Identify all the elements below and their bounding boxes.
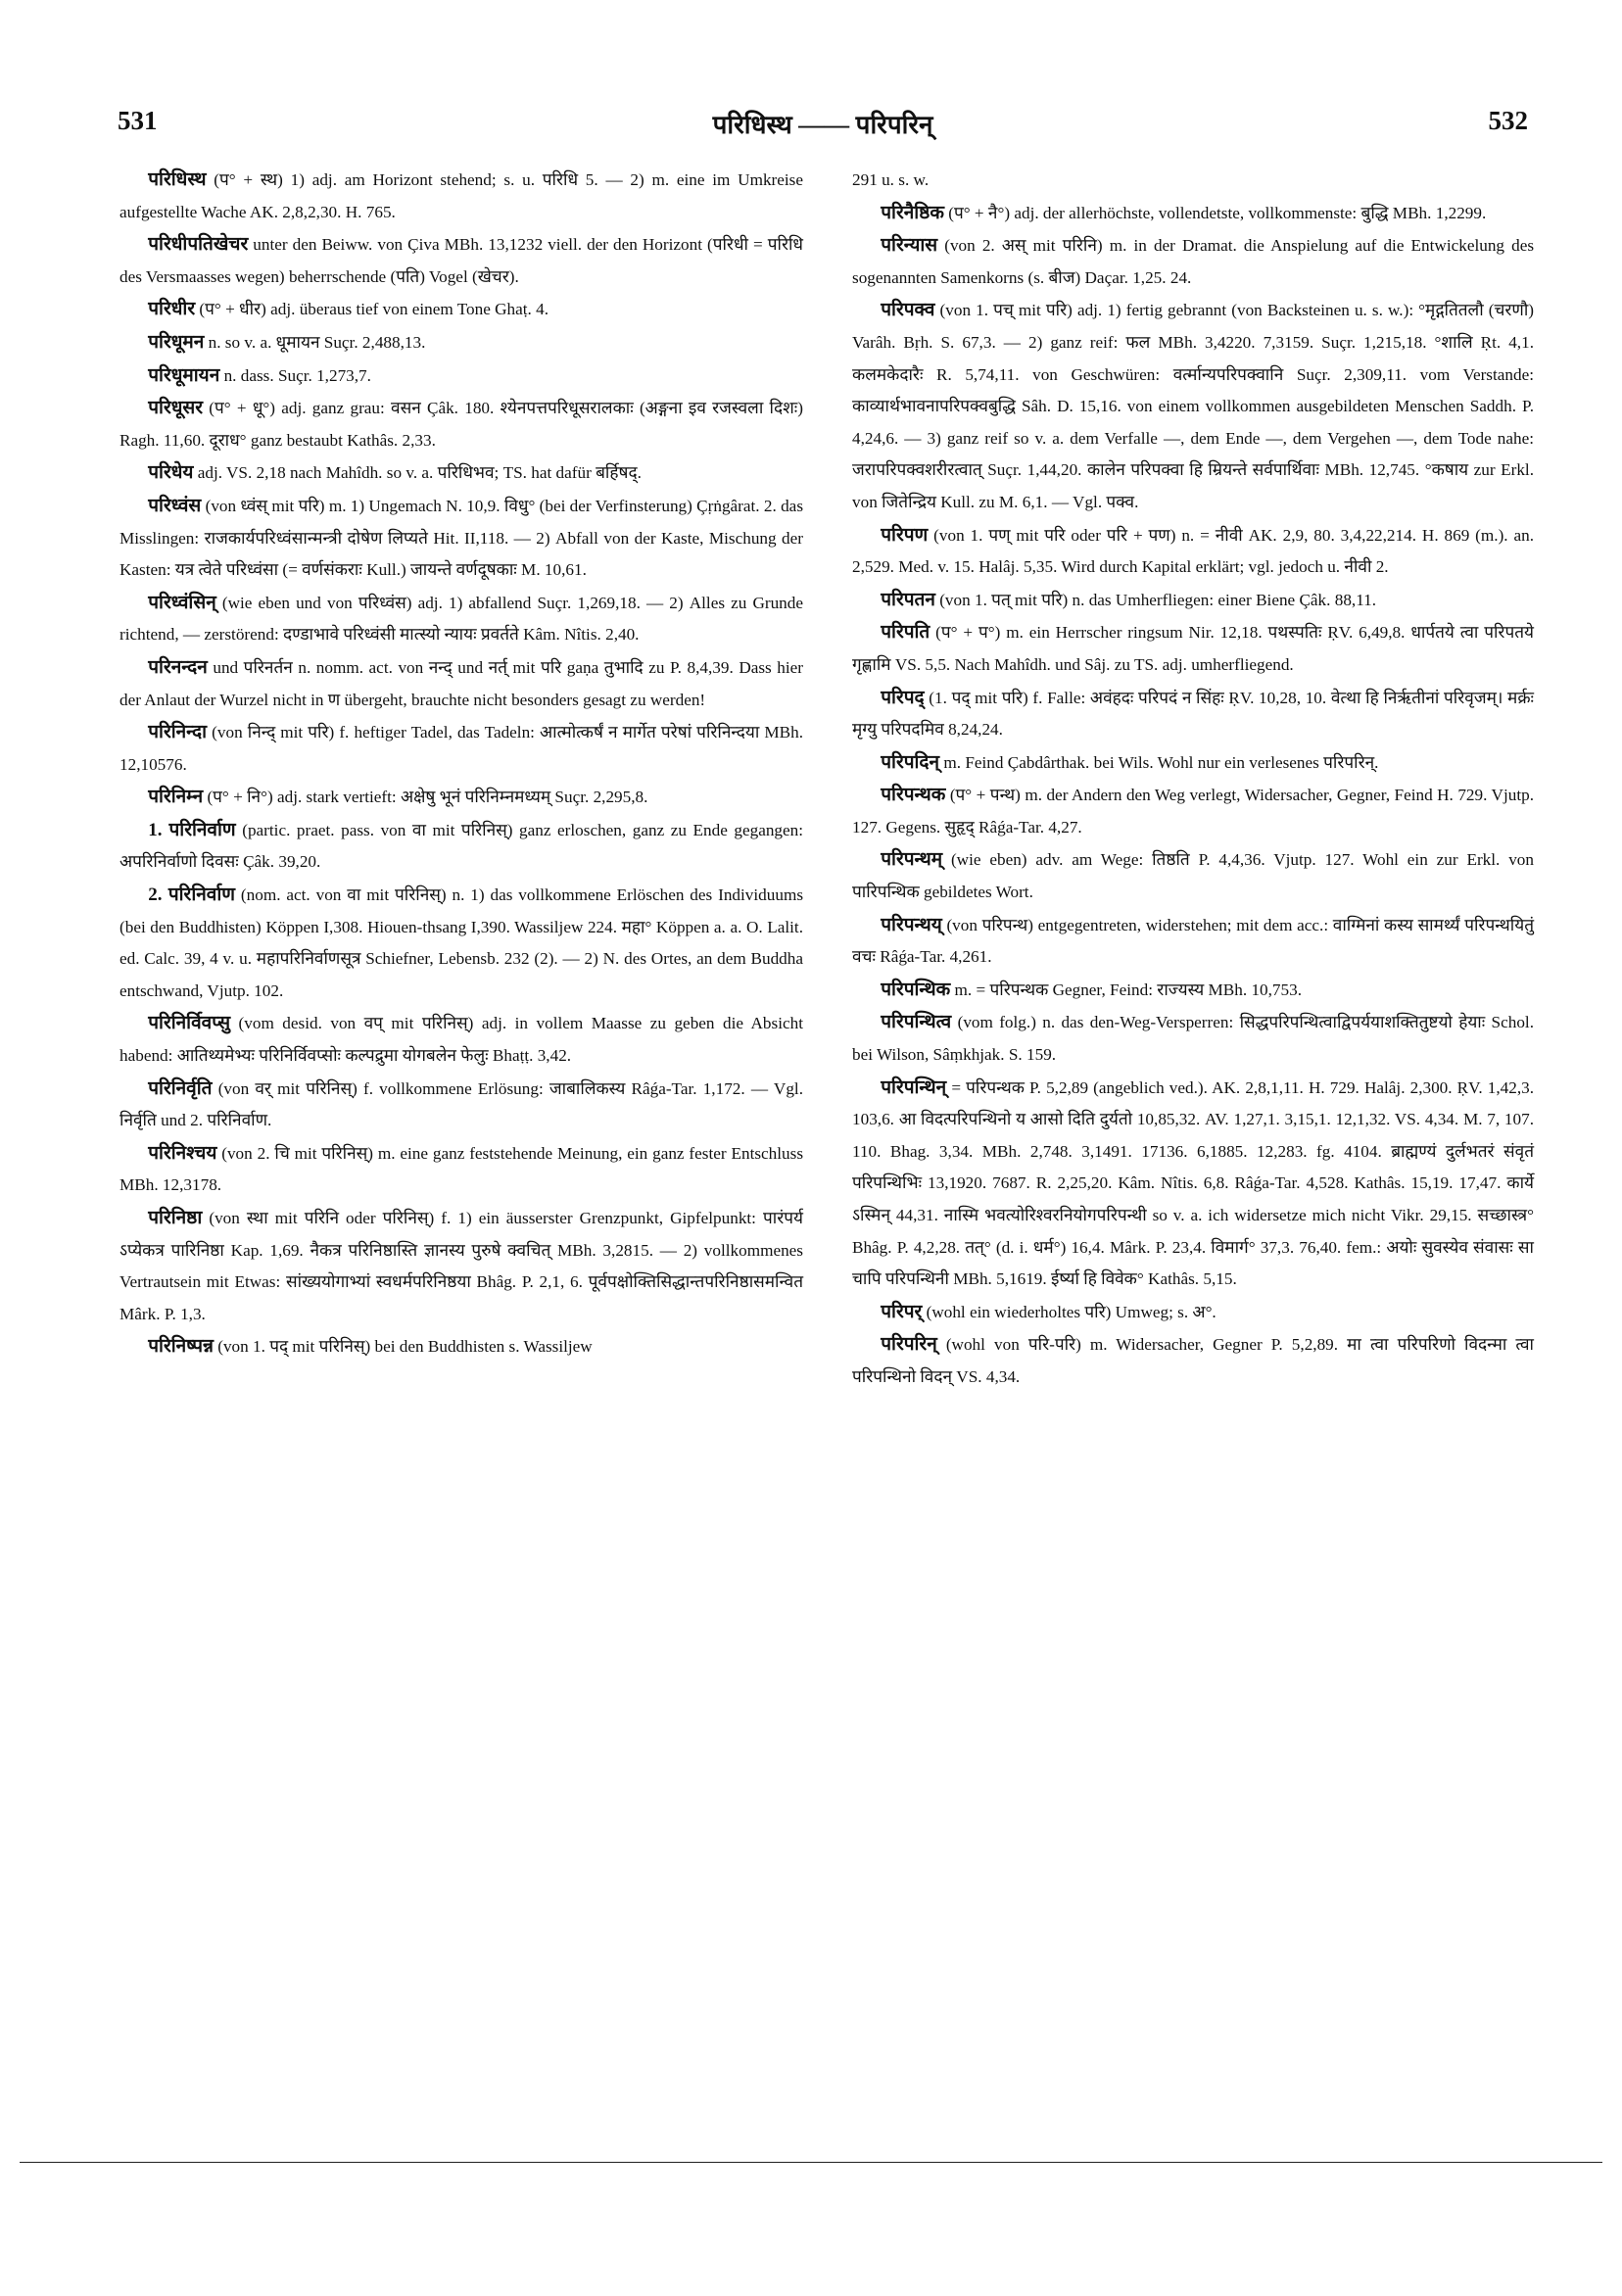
entry-headword: परिपक्व — [881, 300, 935, 321]
entry-text: adj. VS. 2,18 nach Mahîdh. so v. a. परिधिभव; TS. hat dafür बर्हिषद्. — [197, 463, 642, 483]
entry-headword: परिधूसर — [148, 398, 204, 419]
dictionary-entry — [119, 457, 803, 490]
entry-text: (प° + धीर) adj. überaus tief von einem Tone Ghaṭ. 4. — [199, 300, 549, 319]
dictionary-entry — [852, 520, 1534, 584]
dictionary-entry — [119, 815, 803, 879]
entry-headword: परिपतन — [881, 589, 935, 610]
running-title: परिधिस्थ —— परिपरिन् — [712, 111, 933, 139]
dictionary-entry — [852, 295, 1534, 518]
entry-headword: 2. परिनिर्वाण — [148, 885, 236, 906]
entry-text: (wohl ein wiederholtes परि) Umweg; s. अ°. — [926, 1302, 1216, 1321]
entry-headword: परिनन्दन — [148, 656, 208, 678]
dictionary-entry — [852, 230, 1534, 294]
entry-text: (von वर् mit परिनिस्) f. vollkommene Erlösung: जाबालिकस्य Râǵa-Tar. 1,172. — Vgl. निर्वृति und 2. परिनिर्वाण. — [119, 1078, 803, 1130]
dictionary-entry — [119, 327, 803, 359]
entry-headword: परिन्यास — [881, 235, 938, 257]
dictionary-entry — [119, 1331, 803, 1363]
dictionary-entry — [119, 1138, 803, 1202]
dictionary-entry — [852, 683, 1534, 746]
entry-headword: परिनैष्ठिक — [881, 202, 944, 223]
entry-text: (partic. praet. pass. von वा mit परिनिस्) ganz erloschen, ganz zu Ende gegangen: अपरिनिर्वाणो दिवसः Çâk. 39,20. — [119, 820, 804, 872]
entry-text: (wie eben und von परिध्वंस) adj. 1) abfallend Suçr. 1,269,18. — 2) Alles zu Grunde richtend, — zerstörend: दण्डाभावे परिध्वंसी मात्स्यो न्यायः प्रवर्तते Kâm. Nîtis. 2,40. — [119, 593, 803, 645]
entry-text: (von 1. पच् mit परि) adj. 1) fertig gebrannt (von Backsteinen u. s. w.): °मृद्गतितलौ (चरणौ) Varâh. Bṛh. S. 67,3. — 2) ganz reif: फल MBh. 3,4220. 7,3159. Suçr. 1,215,18. °शालि Ṛt. 4,1. कलमकेदारैः R. 5,74,11. von Geschwüren: वर्त्मान्यपरिपक्वानि Suçr. 2,309,11. vom Verstande: काव्यार्थभावनापरिपक्वबुद्धि Sâh. D. 15,16. von einem vollkommen ausgebildeten Menschen Saddh. P. 4,24,6. — 3) ganz reif so v. a. dem Verfalle —, dem Ende —, dem Vergehen —, dem Tode nahe: जरापरिपक्वशरीरत्वात् Suçr. 1,44,20. कालेन परिपक्वा हि म्रियन्ते सर्वपार्थिवाः MBh. 12,745. °कषाय zur Erkl. von जितेन्द्रिय Kull. zu M. 6,1. — Vgl. पक्व. — [852, 301, 1535, 511]
entry-headword: परिपरिन् — [881, 1334, 937, 1356]
entry-text: (1. पद् mit परि) f. Falle: अवंहदः परिपदं न सिंहः ṚV. 10,28, 10. वेत्था हि निर्ऋतीनां परिवृजम्। मर्क्रः मृग्यु परिपदमिव 8,24,24. — [852, 688, 1534, 740]
entry-text: (प° + प°) m. ein Herrscher ringsum Nir. 12,18. पथस्पतिः ṚV. 6,49,8. धार्पतये त्वा परिपतये गृह्णामि VS. 5,5. Nach Mahîdh. und Sâj. zu TS. adj. umherfliegend. — [852, 623, 1534, 674]
dictionary-entry — [852, 1297, 1534, 1329]
entry-headword: परिपन्थम् — [881, 849, 943, 871]
dictionary-entry — [852, 747, 1534, 780]
entry-text: m. Feind Çabdârthak. bei Wils. Wohl nur ein verlesenes परिपरिन्. — [943, 752, 1379, 772]
entry-headword: परिनिन्दा — [148, 722, 208, 743]
dictionary-entry — [119, 1074, 803, 1137]
entry-text: = परिपन्थक P. 5,2,89 (angeblich ved.). AK. 2,8,1,11. H. 729. Halâj. 2,300. ṚV. 1,42,3. 103,6. आ विदत्परिपन्थिनो य आसो दिति दुर्यतो 10,85,32. AV. 1,27,1. 3,15,1. 12,1,32. VS. 4,34. M. 7, 107. 110. Bhag. 3,34. MBh. 2,748. 3,1491. 17136. 6,1885. 12,283. fg. 4104. ब्राह्मण्यं दुर्लभतरं संवृतं परिपन्थिभिः 13,1920. 7687. R. 2,25,20. Kâm. Nîtis. 6,8. Râǵa-Tar. 4,528. Kathâs. 15,19. 17,47. कार्ये ऽस्मिन् 44,31. नास्मि भवत्योरिश्वरनियोगपरिपन्थी so v. a. ich widersetze mich nicht Vikr. 29,15. सच्छास्त्र° Bhâg. P. 4,2,28. तत्° (d. i. धर्म°) 16,4. Mârk. P. 23,4. विमार्ग° 37,3. 76,40. fem.: अयोः सुवस्येव संवासः सा चापि परिपन्थिनी MBh. 5,1619. ईर्ष्या हि विवेक° Kathâs. 5,15. — [852, 1077, 1535, 1289]
entry-headword: परिपन्थिक — [881, 979, 951, 1000]
dictionary-entry — [852, 1007, 1534, 1071]
entry-text: (wohl von परि-परि) m. Widersacher, Gegner P. 5,2,89. मा त्वा परिपरिणो विदन्मा त्वा परिपन्थिनो विदन् VS. 4,34. — [852, 1335, 1534, 1386]
right-column — [852, 165, 1534, 1395]
entry-headword: परिनिर्वृति — [148, 1077, 213, 1099]
entry-text: (प° + नि°) adj. stark vertieft: अक्षेषु भूनं परिनिम्नमध्यम् Suçr. 2,295,8. — [207, 788, 648, 807]
dictionary-entry — [119, 393, 803, 456]
entry-text: 291 u. s. w. — [852, 170, 930, 189]
entry-headword: परिपर् — [881, 1301, 923, 1322]
entry-headword: परिनिश्चय — [148, 1142, 217, 1164]
entry-headword: परिनिर्विवप्सु — [148, 1013, 231, 1034]
dictionary-entry — [852, 1073, 1534, 1296]
dictionary-entry — [852, 780, 1534, 843]
dictionary-entry — [119, 1008, 803, 1072]
dictionary-entry — [119, 165, 803, 228]
entry-headword: परिध्वंस — [148, 495, 202, 516]
entry-text: (von निन्द् mit परि) f. heftiger Tadel, das Tadeln: आत्मोत्कर्षं न मार्गेत परेषां परिनिन्दया MBh. 12,10576. — [119, 723, 804, 774]
entry-text: (von 2. चि mit परिनिस्) m. eine ganz feststehende Meinung, ein ganz fester Entschluss MBh. 12,3178. — [119, 1143, 804, 1195]
entry-headword: परिपति — [881, 622, 930, 644]
entry-text: n. dass. Suçr. 1,273,7. — [223, 365, 371, 385]
dictionary-entry — [119, 880, 803, 1007]
left-page-number: 531 — [118, 106, 158, 135]
entry-headword: परिधिस्थ — [148, 169, 207, 190]
dictionary-entry — [852, 165, 1534, 197]
entry-text: (vom folg.) n. das den-Weg-Versperren: सिद्धपरिपन्थित्वाद्विपर्ययाशक्तितुष्टयो हेयाः Schol. bei Wilson, Sâṃkhjak. S. 159. — [852, 1013, 1535, 1065]
entry-headword: परिधीपतिखेचर — [148, 234, 249, 256]
entry-text: (प° + धू°) adj. ganz grau: वसन Çâk. 180. श्येनपत्तपरिधूसरालकाः (अङ्गना इव रजस्वला दिशः) Ragh. 11,60. दूराध° ganz bestaubt Kathâs. 2,33. — [119, 399, 803, 450]
dictionary-entry — [119, 1203, 803, 1330]
entry-headword: परिपन्थित्व — [881, 1012, 952, 1033]
entry-text: (प° + स्थ) 1) adj. am Horizont stehend; s. u. परिधि 5. — 2) m. eine im Umkreise aufgestellte Wache AK. 2,8,2,30. H. 765. — [119, 170, 803, 221]
dictionary-entry — [119, 491, 803, 587]
dictionary-entry — [852, 975, 1534, 1007]
entry-text: unter den Beiww. von Çiva MBh. 13,1232 viell. der den Horizont (परिधी = परिधि des Versmaasses wegen) beherrschende (पति) Vogel (खेचर). — [119, 235, 803, 286]
entry-text: (von 1. पत् mit परि) n. das Umherfliegen: einer Biene Çâk. 88,11. — [939, 590, 1377, 609]
dictionary-entry — [852, 910, 1534, 974]
entry-headword: परिपद् — [881, 687, 925, 708]
dictionary-entry — [852, 844, 1534, 908]
entry-headword: परिधीर — [148, 299, 196, 320]
entry-text: (von ध्वंस् mit परि) m. 1) Ungemach N. 10,9. विधु° (bei der Verfinsterung) Çṛṅgârat. 2. das Misslingen: राजकार्यपरिध्वंसान्मन्त्री दोषेण लिप्यते Hit. II,118. — 2) Abfall von der Kaste, Mischung der Kasten: यत्र त्वेते परिध्वंसा (= वर्णसंकराः Kull.) जायन्ते वर्णदूषकाः M. 10,61. — [119, 496, 804, 580]
left-column — [119, 165, 803, 1364]
entry-text: (vom desid. von वप् mit परिनिस्) adj. in vollem Maasse zu geben die Absicht habend: आतिथ्यमेभ्यः परिनिर्विवप्सोः कल्पद्रुमा योगबलेन फेलुः Bhaṭṭ. 3,42. — [119, 1014, 803, 1066]
entry-text: (प° + पन्थ) m. der Andern den Weg verlegt, Widersacher, Gegner, Feind H. 729. Vjutp. 127. Gegens. सुहृद् Râǵa-Tar. 4,27. — [852, 786, 1535, 837]
dictionary-entry — [119, 652, 803, 716]
dictionary-entry — [852, 1329, 1534, 1393]
entry-text: (von 1. पण् mit परि oder परि + पण) n. = नीवी AK. 2,9, 80. 3,4,22,214. H. 869 (m.). an. 2,529. Med. v. 15. Halâj. 5,35. Wird durch Kapital erklärt; vgl. jedoch u. नीवी 2. — [852, 525, 1535, 577]
entry-headword: परिधूमन — [148, 331, 205, 353]
entry-text: (wie eben) adv. am Wege: तिष्ठति P. 4,4,36. Vjutp. 127. Wohl ein zur Erkl. von पारिपन्थिक gebildetes Wort. — [852, 850, 1534, 902]
right-page-number: 532 — [1488, 106, 1528, 135]
entry-headword: परिधेय — [148, 462, 194, 484]
entry-headword: परिपदिन् — [881, 751, 940, 773]
entry-headword: परिपन्थय् — [881, 914, 942, 935]
entry-text: (von 2. अस् mit परिनि) m. in der Dramat. die Anspielung auf die Entwickelung des sogenannten Samenkorns (s. बीज) Daçar. 1,25. 24. — [852, 236, 1535, 287]
dictionary-entry — [852, 198, 1534, 230]
dictionary-entry — [852, 585, 1534, 617]
dictionary-entry — [119, 360, 803, 393]
entry-headword: परिधूमायन — [148, 364, 220, 386]
entry-headword: परिध्वंसिन् — [148, 592, 216, 613]
entry-text: n. so v. a. धूमायन Suçr. 2,488,13. — [208, 332, 426, 352]
entry-text: (nom. act. von वा mit परिनिस्) n. 1) das vollkommene Erlöschen des Individuums (bei den Buddhisten) Köppen I,308. Hiouen-thsang I,390. Wassiljew 224. महा° Köppen a. a. O. Lalit. ed. Calc. 39, 4 v. u. महापरिनिर्वाणसूत्र Schiefner, Lebensb. 232 (2). — 2) N. des Ortes, an dem Buddha entschwand, Vjutp. 102. — [119, 885, 804, 1000]
bottom-rule — [20, 2162, 1602, 2163]
entry-headword: परिनिम्न — [148, 787, 204, 808]
entry-text: m. = परिपन्थक Gegner, Feind: राज्यस्य MBh. 10,753. — [954, 980, 1303, 999]
entry-headword: परिपण — [881, 524, 929, 546]
entry-headword: परिपन्थिन् — [881, 1076, 947, 1098]
dictionary-entry — [119, 588, 803, 651]
dictionary-entry — [119, 294, 803, 326]
entry-text: (प° + नै°) adj. der allerhöchste, vollendetste, vollkommenste: बुद्धि MBh. 1,2299. — [948, 203, 1487, 222]
entry-text: und परिनर्तन n. nomm. act. von नन्द् und नर्त् mit परि gaṇa तुभादि zu P. 8,4,39. Dass hier der Anlaut der Wurzel nicht in ण übergeht, brauchte nicht besonders gesagt zu werden! — [119, 657, 804, 709]
dictionary-entry — [119, 229, 803, 293]
entry-headword: परिनिष्पन्न — [148, 1336, 214, 1358]
dictionary-entry — [852, 617, 1534, 681]
entry-text: (von परिपन्थ) entgegentreten, widerstehen; mit dem acc.: वाग्मिनां कस्य सामर्थ्यं परिपन्थयितुं वचः Râǵa-Tar. 4,261. — [852, 915, 1534, 967]
entry-headword: परिपन्थक — [881, 785, 946, 806]
dictionary-entry — [119, 717, 803, 781]
dictionary-entry — [119, 782, 803, 814]
entry-headword: 1. परिनिर्वाण — [148, 819, 236, 840]
entry-text: (von 1. पद् mit परिनिस्) bei den Buddhisten s. Wassiljew — [217, 1337, 593, 1357]
entry-text: (von स्था mit परिनि oder परिनिस्) f. 1) ein äusserster Grenzpunkt, Gipfelpunkt: पारंपर्य ऽप्येकत्र पारिनिष्ठा Kap. 1,69. नैकत्र परिनिष्ठास्ति ज्ञानस्य पुरुषे क्वचित् MBh. 3,2815. — 2) vollkommenes Vertrautsein mit Etwas: सांख्ययोगाभ्यां स्वधर्मपरिनिष्ठया Bhâg. P. 2,1, 6. पूर्वपक्षोक्तिसिद्धान्तपरिनिष्ठासमन्वित Mârk. P. 1,3. — [119, 1209, 803, 1323]
entry-headword: परिनिष्ठा — [148, 1208, 203, 1228]
running-header — [118, 106, 1528, 153]
